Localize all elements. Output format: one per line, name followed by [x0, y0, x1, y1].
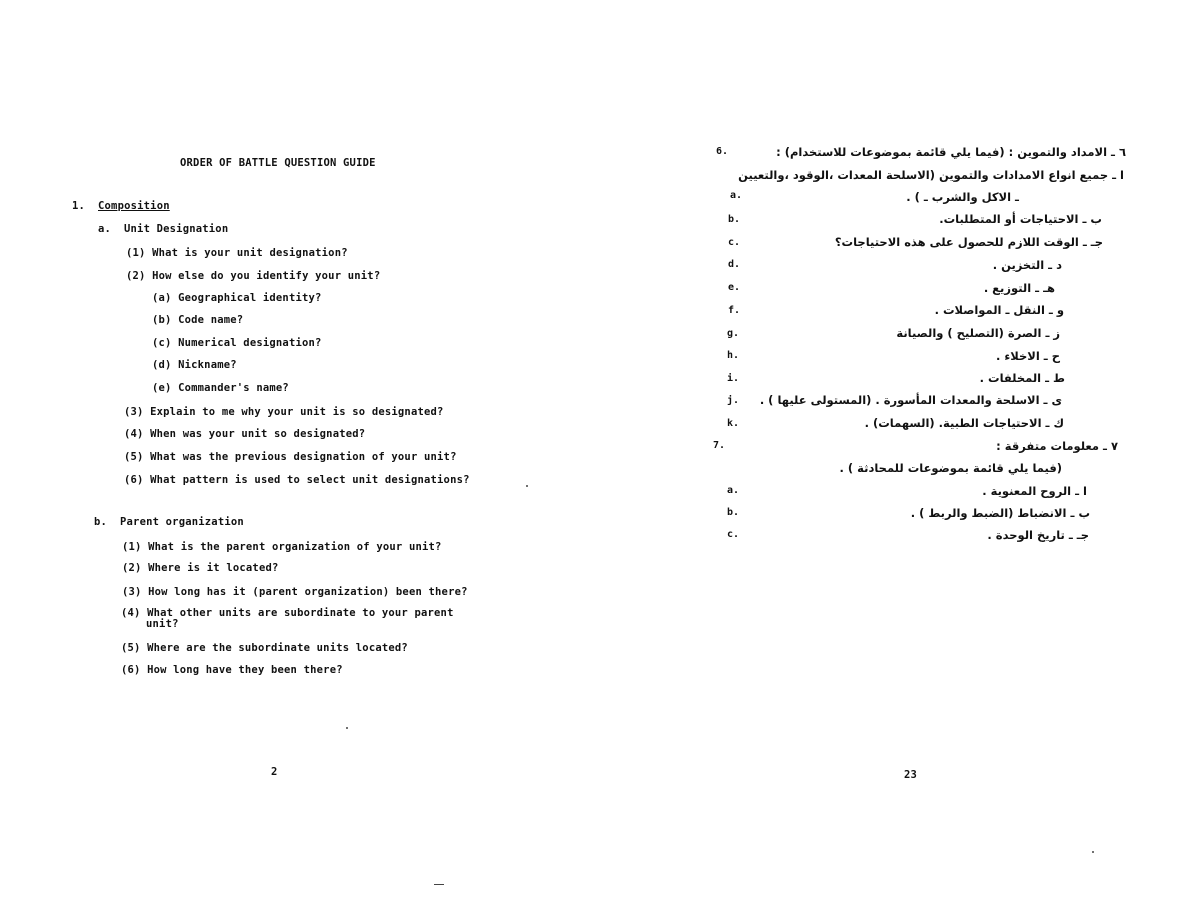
page-number: 2 [271, 766, 278, 778]
section-6-intro-line2: ـ الاكل والشرب ـ ) . [906, 190, 1019, 204]
item-number-6: 6. [716, 146, 729, 157]
question-a4: (4) When was your unit so designated? [124, 428, 366, 440]
question-b4-line2: unit? [146, 618, 179, 630]
question-a2c: (c) Numerical designation? [152, 337, 322, 349]
section-6-intro-line1: ا ـ جميع انواع الامدادات والتموين (الاسلحة المعدات ،الوقود ،والتعيين [738, 168, 1124, 182]
scan-speck [526, 485, 528, 487]
list-item-e: هـ ـ التوزيع . [983, 281, 1055, 295]
question-a5: (5) What was the previous designation of your unit? [124, 451, 457, 463]
page-number: 23 [904, 769, 918, 781]
section-7-heading: ٧ ـ معلومات متفرقة : [996, 439, 1118, 453]
question-a2e: (e) Commander's name? [152, 382, 289, 394]
question-a6: (6) What pattern is used to select unit designations? [124, 474, 470, 486]
list-item-i: ط ـ المخلفات . [979, 371, 1065, 385]
list-item-g: ز ـ الصرة (التصليح ) والصيانة [896, 326, 1060, 340]
item-letter-k: k. [727, 418, 740, 429]
item-number-7: 7. [713, 440, 726, 451]
item-letter-j: j. [727, 395, 740, 406]
item-letter-e: e. [728, 282, 741, 293]
subsection-b-title: Parent organization [120, 516, 244, 528]
item-letter-c: c. [728, 237, 741, 248]
question-a2: (2) How else do you identify your unit? [126, 270, 381, 282]
list7-item-c: جـ ـ تاريخ الوحدة . [987, 528, 1089, 542]
item-letter-d: d. [728, 259, 741, 270]
question-a2d: (d) Nickname? [152, 359, 237, 371]
item-letter-g: g. [727, 328, 740, 339]
list-item-j: ى ـ الاسلحة والمعدات المأسورة . (المستولى عليها ) . [759, 393, 1062, 407]
list7-item-a: ا ـ الروح المعنوية . [982, 484, 1087, 498]
list-item-h: ح ـ الاخلاء . [995, 349, 1060, 363]
list-item-c: جـ ـ الوقت اللازم للحصول على هذه الاحتياجات؟ [834, 235, 1103, 249]
list7-item-b: ب ـ الانضباط (الضبط والربط ) . [910, 506, 1090, 520]
list-item-k: ك ـ الاحتياجات الطبية. (السهمات) . [864, 416, 1064, 430]
item7-letter-c: c. [727, 529, 740, 540]
subsection-a-title: Unit Designation [124, 223, 229, 235]
section-1-title: Composition [98, 200, 170, 212]
question-b4-line1: (4) What other units are subordinate to your parent [121, 607, 454, 619]
scan-speck [346, 727, 348, 729]
question-a1: (1) What is your unit designation? [126, 247, 348, 259]
question-b5: (5) Where are the subordinate units located? [121, 642, 408, 654]
subsection-b-label: b. [94, 516, 108, 528]
question-b3: (3) How long has it (parent organization) been there? [122, 586, 468, 598]
question-b1: (1) What is the parent organization of your unit? [122, 541, 442, 553]
question-b2: (2) Where is it located? [122, 562, 279, 574]
question-b6: (6) How long have they been there? [121, 664, 343, 676]
item-letter-b: b. [728, 214, 741, 225]
item-letter-f: f. [728, 305, 741, 316]
item-letter-a: a. [730, 190, 743, 201]
list-item-d: د ـ التخزين . [992, 258, 1062, 272]
item-letter-i: i. [727, 373, 740, 384]
question-a3: (3) Explain to me why your unit is so designated? [124, 406, 444, 418]
item-letter-h: h. [727, 350, 740, 361]
scan-speck [1092, 851, 1094, 853]
question-a2a: (a) Geographical identity? [152, 292, 322, 304]
list-item-b: ب ـ الاحتياجات أو المتطلبات. [939, 212, 1102, 226]
scan-speck [434, 884, 444, 885]
list-item-f: و ـ النقل ـ المواصلات . [934, 303, 1064, 317]
question-a2b: (b) Code name? [152, 314, 244, 326]
subsection-a-label: a. [98, 223, 112, 235]
section-7-subheading: (فيما يلي قائمة بموضوعات للمحادثة ) . [839, 461, 1062, 475]
section-1-number: 1. [72, 200, 86, 212]
item7-letter-b: b. [727, 507, 740, 518]
item7-letter-a: a. [727, 485, 740, 496]
section-6-heading: ٦ ـ الامداد والتموين : (فيما يلي قائمة بموضوعات للاستخدام) : [776, 145, 1126, 159]
page-title: ORDER OF BATTLE QUESTION GUIDE [180, 157, 376, 169]
